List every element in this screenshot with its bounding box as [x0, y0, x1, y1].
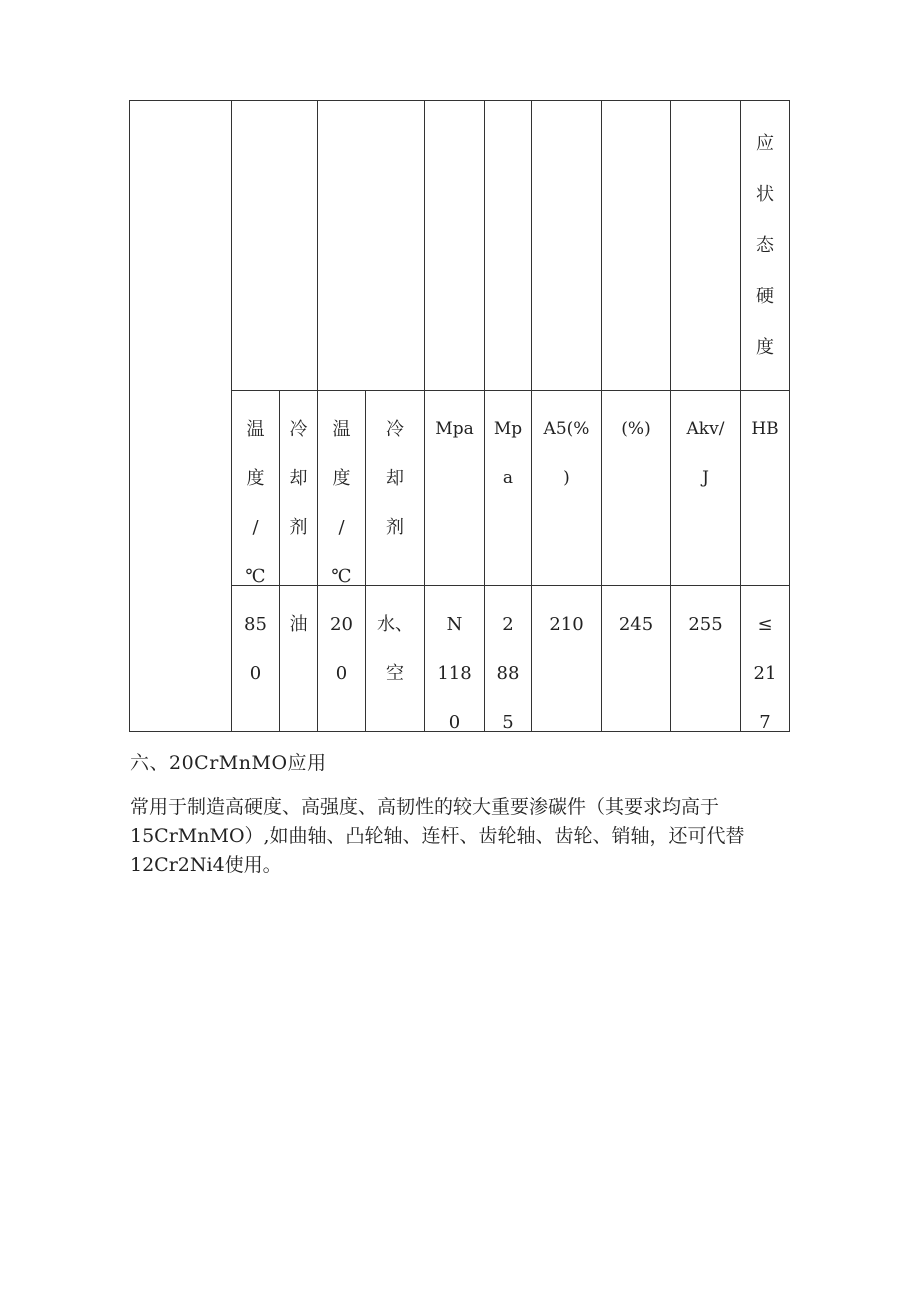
cell-text: /: [338, 517, 345, 538]
unit-cell-elongation: [532, 405, 601, 503]
cell-text: 245: [618, 614, 654, 635]
value-cell-quench-temp: [232, 600, 279, 698]
cell-text: (%): [621, 419, 651, 439]
cell-text: a: [502, 468, 514, 488]
cell-text: 水、: [377, 614, 413, 635]
unit-cell-impact: [671, 405, 740, 503]
section-paragraph: [130, 794, 800, 881]
cell-text: Akv/: [686, 419, 725, 439]
cell-text: 空: [386, 663, 404, 684]
value-cell-tensile: [425, 600, 484, 747]
cell-text: 2: [502, 614, 514, 635]
value-cell-reduction: [602, 600, 670, 649]
cell-text: 剂: [289, 517, 308, 538]
cell-text: 却: [289, 468, 308, 489]
properties-table: [129, 100, 790, 732]
cell-text: 0: [335, 663, 348, 684]
cell-text: 85: [244, 614, 267, 635]
cell-text: ≤: [757, 614, 773, 635]
cell-text: 5: [502, 712, 514, 733]
paragraph-line: 常用于制造高硬度、高强度、高韧性的较大重要渗碳件（其要求均高于: [130, 796, 720, 818]
value-cell-elongation: [532, 600, 601, 649]
cell-text: 210: [549, 614, 584, 635]
cell-text: ℃: [245, 566, 266, 587]
cell-text: 20: [330, 614, 353, 635]
unit-cell-temp-1: [232, 405, 279, 601]
value-cell-temper-temp: [318, 600, 365, 698]
header-char: 状: [756, 184, 774, 205]
cell-text: 却: [386, 468, 404, 489]
cell-text: 油: [289, 614, 308, 635]
unit-cell-coolant-1: [280, 405, 317, 552]
paragraph-line: 15CrMnMO）,如曲轴、凸轮轴、连杆、齿轮轴、齿轮、销轴，还可代替: [130, 825, 745, 847]
header-char: 度: [756, 337, 774, 358]
cell-text: 温: [332, 419, 351, 440]
cell-text: 冷: [289, 419, 308, 440]
cell-text: ℃: [331, 566, 352, 587]
cell-text: 剂: [386, 517, 404, 538]
table-border-top: [129, 100, 790, 101]
value-cell-quench-coolant: [280, 600, 317, 649]
cell-text: 255: [688, 614, 723, 635]
unit-cell-reduction: [602, 405, 670, 454]
header-char: 态: [756, 235, 774, 256]
value-cell-temper-coolant: [366, 600, 424, 698]
hardness-header-cell: [741, 118, 789, 373]
value-cell-yield: [485, 600, 531, 747]
unit-cell-temp-2: [318, 405, 365, 601]
row-divider: [231, 390, 790, 391]
cell-text: 0: [249, 663, 262, 684]
cell-text: 21: [753, 663, 777, 684]
cell-text: Mpa: [435, 419, 474, 439]
cell-text: 88: [496, 663, 520, 684]
cell-text: 0: [448, 712, 461, 733]
cell-text: 7: [759, 712, 771, 733]
paragraph-line: 12Cr2Ni4使用。: [130, 854, 282, 876]
unit-cell-tensile: [425, 405, 484, 454]
cell-text: A5(%: [543, 419, 590, 439]
cell-text: 度: [332, 468, 351, 489]
cell-text: N: [446, 614, 463, 635]
cell-text: HB: [751, 419, 779, 439]
section-heading: 六、20CrMnMO应用: [130, 752, 327, 774]
cell-text: J: [702, 468, 709, 488]
cell-text: /: [252, 517, 259, 538]
unit-cell-yield: [485, 405, 531, 503]
cell-text: Mp: [493, 419, 523, 439]
header-char: 硬: [756, 286, 774, 307]
cell-text: ): [563, 468, 570, 488]
header-char: 应: [756, 133, 774, 154]
value-cell-hardness: [741, 600, 789, 747]
cell-text: 温: [246, 419, 265, 440]
cell-text: 度: [246, 468, 265, 489]
col-divider: [129, 100, 130, 732]
row-divider: [231, 585, 790, 586]
cell-text: 冷: [386, 419, 404, 440]
unit-cell-hardness: [741, 405, 789, 454]
cell-text: 118: [437, 663, 472, 684]
col-divider: [789, 100, 790, 732]
unit-cell-coolant-2: [366, 405, 424, 552]
value-cell-impact: [671, 600, 740, 649]
